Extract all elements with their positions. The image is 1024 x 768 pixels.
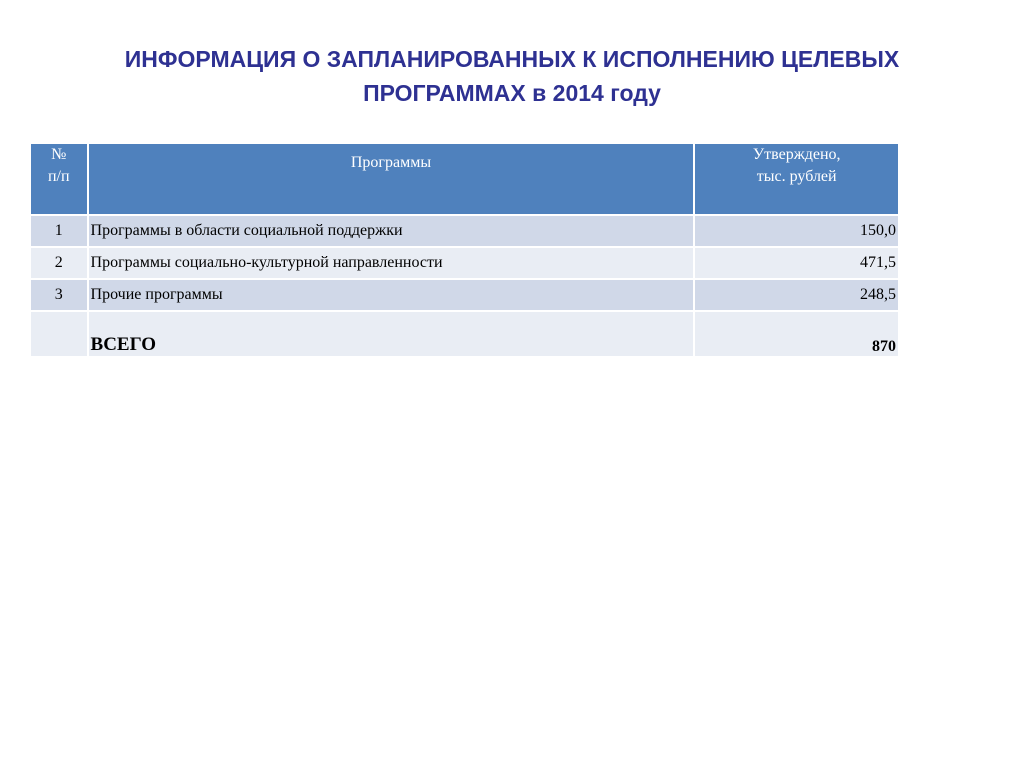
total-num <box>30 311 88 357</box>
table-header-row <box>30 143 899 215</box>
total-value: 870 <box>694 311 899 357</box>
table-row <box>30 215 899 247</box>
row-program-name: Прочие программы <box>88 279 695 311</box>
header-approved <box>694 143 899 215</box>
table-row <box>30 279 899 311</box>
row-value: 471,5 <box>694 247 899 279</box>
programs-table <box>29 142 900 358</box>
slide-title <box>60 42 964 110</box>
row-program-name: Программы социально-культурной направленности <box>88 247 695 279</box>
table-row <box>30 247 899 279</box>
total-row <box>30 311 899 357</box>
slide-title-line2: ПРОГРАММАХ в 2014 году <box>363 80 661 106</box>
row-num: 2 <box>30 247 88 279</box>
row-num: 1 <box>30 215 88 247</box>
header-num-line1: № <box>51 146 67 163</box>
header-approved-line2: тыс. рублей <box>756 168 837 185</box>
total-label: ВСЕГО <box>88 311 695 357</box>
header-num-line2: п/п <box>47 168 70 185</box>
row-program-name: Программы в области социальной поддержки <box>88 215 695 247</box>
header-num <box>30 143 88 215</box>
slide-title-line1: ИНФОРМАЦИЯ О ЗАПЛАНИРОВАННЫХ К ИСПОЛНЕНИЮ ЦЕЛЕВЫХ <box>124 46 900 72</box>
row-num: 3 <box>30 279 88 311</box>
header-approved-line1: Утверждено, <box>752 146 841 163</box>
row-value: 248,5 <box>694 279 899 311</box>
header-programs: Программы <box>88 143 695 215</box>
row-value: 150,0 <box>694 215 899 247</box>
